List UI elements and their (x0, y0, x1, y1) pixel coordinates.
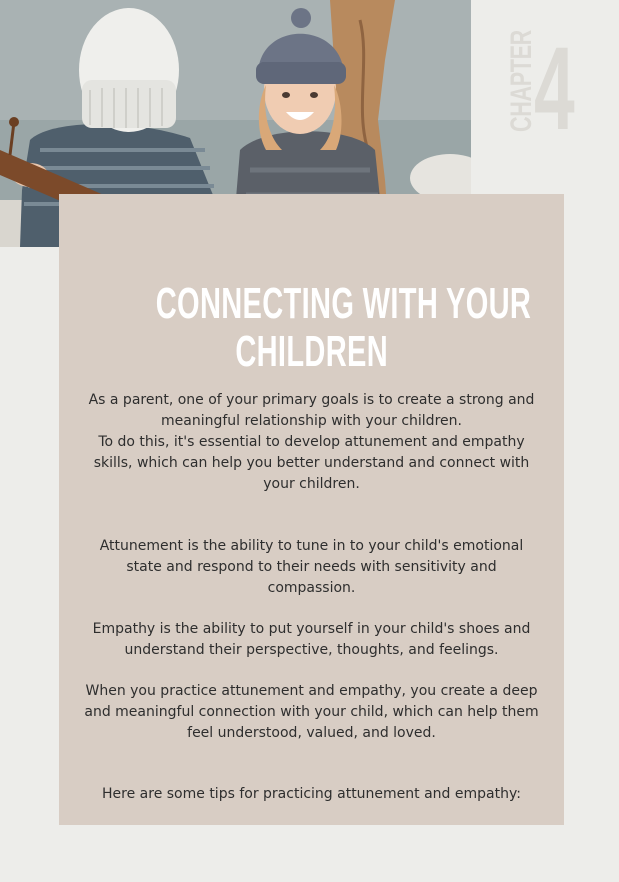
intro-sentence-1: As a parent, one of your primary goals is to create a strong and meaningful relationship with your children. (88, 392, 535, 429)
chapter-label: CHAPTER (505, 30, 538, 132)
page-title (59, 280, 564, 376)
tips-intro-paragraph: Here are some tips for practicing attunement and empathy: (102, 786, 521, 802)
attunement-paragraph: Attunement is the ability to tune in to your child's emotional state and respond to their needs with sensitivity and compassion. (99, 538, 524, 596)
chapter-number: 4 (534, 23, 575, 155)
connection-paragraph: When you practice attunement and empathy, you create a deep and meaningful connection with your child, which can help them feel understood, valued, and loved. (84, 683, 539, 741)
empathy-paragraph: Empathy is the ability to put yourself in your child's shoes and understand their perspective, thoughts, and feelings. (92, 621, 531, 658)
intro-paragraph (82, 390, 541, 495)
title-line-2: CHILDREN (235, 327, 388, 376)
title-line-1: CONNECTING WITH YOUR (155, 279, 532, 328)
intro-sentence-2: To do this, it's essential to develop attunement and empathy skills, which can help you better understand and connect with your children. (93, 434, 530, 492)
